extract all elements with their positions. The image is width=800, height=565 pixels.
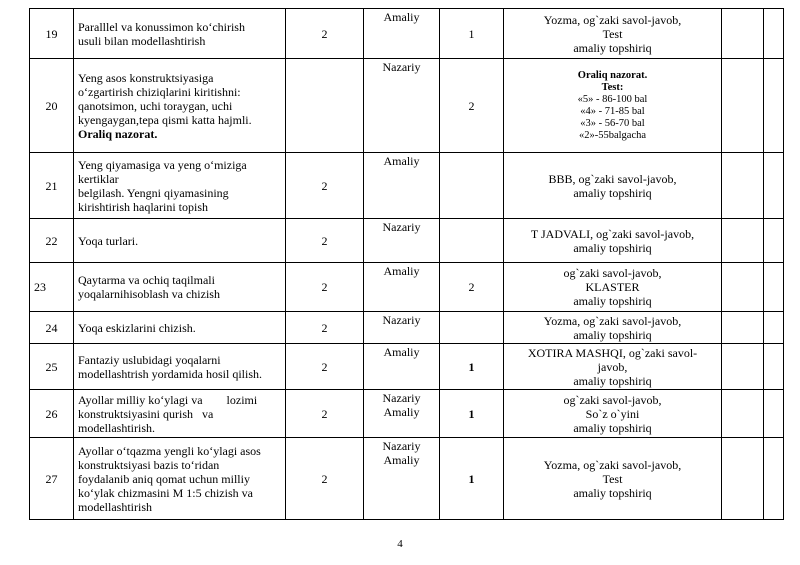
empty-cell — [722, 9, 764, 59]
hours-cell: 2 — [286, 9, 364, 59]
topic-cell — [74, 153, 286, 219]
assessment-cell — [504, 438, 722, 520]
empty-cell — [764, 219, 784, 263]
lesson-type-cell: Amaliy — [364, 153, 440, 219]
assessment-cell — [504, 9, 722, 59]
table-row — [30, 219, 784, 263]
count-cell: 2 — [440, 59, 504, 153]
hours-cell: 2 — [286, 153, 364, 219]
assessment-line: Yozma, og`zaki savol-javob, — [543, 457, 682, 472]
row-number: 26 — [30, 390, 74, 438]
count-cell: 1 — [440, 390, 504, 438]
topic-line: modellashtrish yordamida hosil qilish. — [78, 366, 262, 381]
topic-line: kirishtirish haqlarini topish — [78, 199, 208, 214]
count-cell: 1 — [440, 9, 504, 59]
row-number: 25 — [30, 344, 74, 390]
hours-cell — [286, 59, 364, 153]
topic-cell — [74, 263, 286, 312]
assessment-line: amaliy topshiriq — [573, 185, 652, 200]
assessment-cell — [504, 263, 722, 312]
assessment-line: og`zaki savol-javob, — [563, 392, 662, 407]
topic-line: ko‘ylak chizmasini M 1:5 chizish va — [78, 485, 253, 500]
topic-line: kyengaygan,tepa qismi katta hajmli. — [78, 112, 252, 127]
count-cell — [440, 219, 504, 263]
topic-line: Qaytarma va ochiq taqilmali — [78, 273, 215, 287]
assessment-line: So`z o`yini — [585, 406, 640, 421]
topic-line: Yoqa eskizlarini chizish. — [78, 320, 196, 335]
empty-cell — [764, 344, 784, 390]
lesson-plan-table — [29, 8, 784, 520]
grade-line: «3» - 56-70 bal — [580, 117, 645, 129]
table-row — [30, 9, 784, 59]
count-cell: 1 — [440, 344, 504, 390]
topic-cell — [74, 312, 286, 344]
assessment-cell — [504, 390, 722, 438]
topic-line: belgilash. Yengni qiyamasining — [78, 185, 229, 200]
topic-line: foydalanib aniq qomat uchun milliy — [78, 471, 250, 486]
assessment-line: T JADVALI, og`zaki savol-javob, — [530, 226, 695, 241]
table-row — [30, 438, 784, 520]
assessment-line: BBB, og`zaki savol-javob, — [548, 171, 677, 186]
assessment-cell — [504, 59, 722, 153]
row-number: 22 — [30, 219, 74, 263]
assessment-line: amaliy topshiriq — [573, 40, 652, 55]
grade-line: «4» - 71-85 bal — [580, 105, 645, 117]
lesson-type-cell: Nazariy — [364, 219, 440, 263]
topic-line: Paralllel va konussimon ko‘chirish — [78, 19, 245, 34]
topic-line: kertiklar — [78, 171, 119, 186]
assessment-line: KLASTER — [585, 280, 640, 294]
assessment-line: Yozma, og`zaki savol-javob, — [543, 313, 682, 328]
topic-cell — [74, 344, 286, 390]
empty-cell — [764, 438, 784, 520]
empty-cell — [764, 153, 784, 219]
row-number: 23 — [30, 263, 74, 312]
topic-cell — [74, 438, 286, 520]
assessment-cell — [504, 344, 722, 390]
row-number: 24 — [30, 312, 74, 344]
table-row — [30, 390, 784, 438]
topic-line: modellashtirish — [78, 499, 152, 514]
topic-line: yoqalarnihisoblash va chizish — [78, 287, 220, 301]
topic-line: Yeng asos konstruktsiyasiga — [78, 70, 214, 85]
table-row — [30, 263, 784, 312]
topic-line: Yeng qiyamasiga va yeng o‘miziga — [78, 157, 247, 172]
lesson-type-cell: Amaliy — [364, 263, 440, 312]
empty-cell — [764, 263, 784, 312]
assessment-line: javob, — [597, 359, 628, 374]
empty-cell — [722, 312, 764, 344]
grade-line: «2»-55balgacha — [578, 129, 647, 141]
topic-line: Fantaziy uslubidagi yoqalarni — [78, 352, 221, 367]
assessment-line: amaliy topshiriq — [573, 420, 652, 435]
assessment-cell — [504, 312, 722, 344]
assessment-line: Oraliq nazorat. — [577, 69, 648, 81]
assessment-line: XOTIRA MASHQI, og`zaki savol- — [527, 345, 698, 360]
hours-cell: 2 — [286, 263, 364, 312]
count-cell — [440, 153, 504, 219]
assessment-line: amaliy topshiriq — [573, 373, 652, 388]
count-cell: 2 — [440, 263, 504, 312]
empty-cell — [722, 153, 764, 219]
empty-cell — [722, 59, 764, 153]
assessment-line: og`zaki savol-javob, — [563, 266, 662, 280]
empty-cell — [722, 219, 764, 263]
table-row — [30, 312, 784, 344]
assessment-line: Test — [602, 471, 623, 486]
topic-line: Ayollar o‘tqazma yengli ko‘ylagi asos — [78, 443, 261, 458]
assessment-line: Test — [602, 26, 623, 41]
hours-cell: 2 — [286, 438, 364, 520]
empty-cell — [722, 438, 764, 520]
row-number: 19 — [30, 9, 74, 59]
empty-cell — [722, 344, 764, 390]
topic-cell — [74, 9, 286, 59]
empty-cell — [764, 390, 784, 438]
topic-cell — [74, 390, 286, 438]
assessment-line: amaliy topshiriq — [573, 240, 652, 255]
lesson-type-cell: Amaliy — [364, 344, 440, 390]
topic-line: Yoqa turlari. — [78, 233, 139, 248]
hours-cell: 2 — [286, 312, 364, 344]
empty-cell — [722, 390, 764, 438]
table-body — [30, 9, 784, 520]
count-cell — [440, 312, 504, 344]
table-row — [30, 59, 784, 153]
row-number: 20 — [30, 59, 74, 153]
grade-line: «5» - 86-100 bal — [577, 93, 648, 105]
empty-cell — [764, 9, 784, 59]
page-number: 4 — [397, 538, 403, 550]
hours-cell: 2 — [286, 344, 364, 390]
topic-cell — [74, 219, 286, 263]
hours-cell: 2 — [286, 390, 364, 438]
topic-line: konstruktsiyasini qurish va — [78, 406, 214, 421]
empty-cell — [764, 59, 784, 153]
lesson-type-cell: Amaliy — [364, 9, 440, 59]
topic-line: o‘zgartirish chiziqlarini kiritishni: — [78, 84, 241, 99]
table-row — [30, 344, 784, 390]
hours-cell: 2 — [286, 219, 364, 263]
row-number: 27 — [30, 438, 74, 520]
empty-cell — [722, 263, 764, 312]
empty-cell — [764, 312, 784, 344]
assessment-line: amaliy topshiriq — [573, 294, 652, 308]
topic-line: Ayollar milliy ko‘ylagi va lozimi — [78, 392, 258, 407]
assessment-line: amaliy topshiriq — [573, 485, 652, 500]
lesson-type-cell: Nazariy — [364, 312, 440, 344]
lesson-type-cell: Nazariy Amaliy — [364, 390, 440, 438]
assessment-line: Yozma, og`zaki savol-javob, — [543, 12, 682, 27]
lesson-type-cell: Nazariy Amaliy — [364, 438, 440, 520]
row-number: 21 — [30, 153, 74, 219]
assessment-line: Test: — [601, 81, 624, 93]
topic-line: usuli bilan modellashtirish — [78, 33, 206, 48]
assessment-cell — [504, 219, 722, 263]
table-row — [30, 153, 784, 219]
topic-line: qanotsimon, uchi toraygan, uchi — [78, 98, 233, 113]
assessment-line: amaliy topshiriq — [573, 327, 652, 342]
count-cell: 1 — [440, 438, 504, 520]
topic-line: konstruktsiyasi bazis to‘ridan — [78, 457, 220, 472]
topic-cell — [74, 59, 286, 153]
assessment-cell — [504, 153, 722, 219]
lesson-type-cell: Nazariy — [364, 59, 440, 153]
topic-line-bold: Oraliq nazorat. — [78, 126, 158, 141]
topic-line: modellashtirish. — [78, 420, 155, 435]
